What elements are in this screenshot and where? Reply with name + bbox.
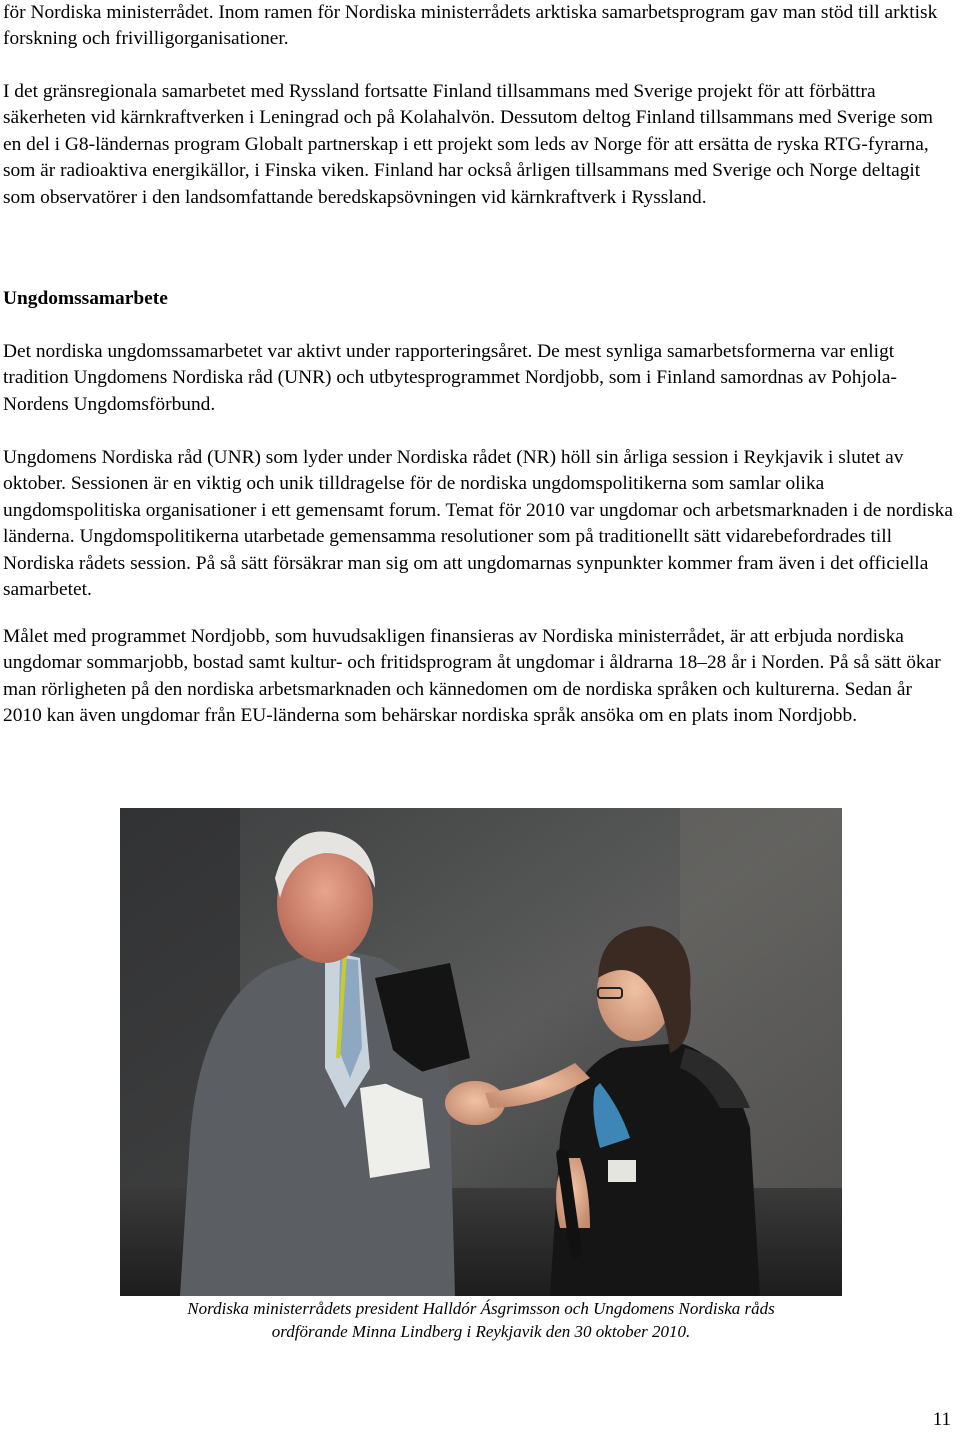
paragraph-arctic-cooperation: för Nordiska ministerrådet. Inom ramen för Nordiska ministerrådets arktiska samarbetsprogram gav man stöd till arktisk forskning och frivilligorganisationer. [3, 2, 938, 50]
paragraph-russia-cooperation: I det gränsregionala samarbetet med Ryssland fortsatte Finland tillsammans med Sverige projekt för att förbättra säkerheten vid kärnkraftverken i Leningrad och på Kolahalvön. Dessutom deltog Finland tillsammans med Sverige som en del i G8-ländernas program Globalt partnerskap i ett projekt som leds av Norge för att ersätta de ryska RTG-fyrarna, som är radioaktiva energikällor, i Finska viken. Finland har också årligen tillsammans med Sverige och Norge deltagit som observatörer i den landsomfattande beredskapsövningen vid kärnkraftverk i Ryssland. [3, 81, 933, 208]
page-number: 11 [932, 1409, 951, 1430]
handshake-photo [120, 808, 842, 1296]
paragraph-unr-session: Ungdomens Nordiska råd (UNR) som lyder under Nordiska rådet (NR) höll sin årliga session i Reykjavik i slutet av oktober. Sessionen är en viktig och unik tilldragelse för de nordiska ungdomspolitikerna som samlar olika ungdomspolitiska organisationer i ett gemensamt forum. Temat för 2010 var ungdomar och arbetsmarknaden i de nordiska länderna. Ungdomspolitikerna utarbetade gemensamma resolutioner som på traditionellt sätt vidarebefordrades till Nordiska rådets session. På så sätt försäkrar man sig om att ungdomarnas synpunkter kommer fram även i det officiella samarbetet. [3, 447, 953, 601]
photo-caption [120, 1297, 842, 1343]
caption-line-1: Nordiska ministerrådets president Halldór Ásgrimsson och Ungdomens Nordiska råds [187, 1299, 775, 1318]
paragraph-nordjobb: Målet med programmet Nordjobb, som huvudsakligen finansieras av Nordiska ministerrådet, är att erbjuda nordiska ungdomar sommarjobb, bostad samt kultur- och fritidsprogram åt ungdomar i åldrarna 18–28 år i Norden. På så sätt ökar man rörligheten på den nordiska arbetsmarknaden och kännedomen om de nordiska språken och kulturerna. Sedan år 2010 kan även ungdomar från EU-länderna som behärskar nordiska språk ansöka om en plats inom Nordjobb. [3, 626, 941, 727]
section-heading-ungdomssamarbete: Ungdomssamarbete [3, 288, 168, 309]
paragraph-youth-cooperation: Det nordiska ungdomssamarbetet var aktivt under rapporteringsåret. De mest synliga samarbetsformerna var enligt tradition Ungdomens Nordiska råd (UNR) och utbytesprogrammet Nordjobb, som i Finland samordnas av Pohjola-Nordens Ungdomsförbund. [3, 341, 897, 415]
caption-line-2: ordförande Minna Lindberg i Reykjavik den 30 oktober 2010. [271, 1322, 691, 1341]
